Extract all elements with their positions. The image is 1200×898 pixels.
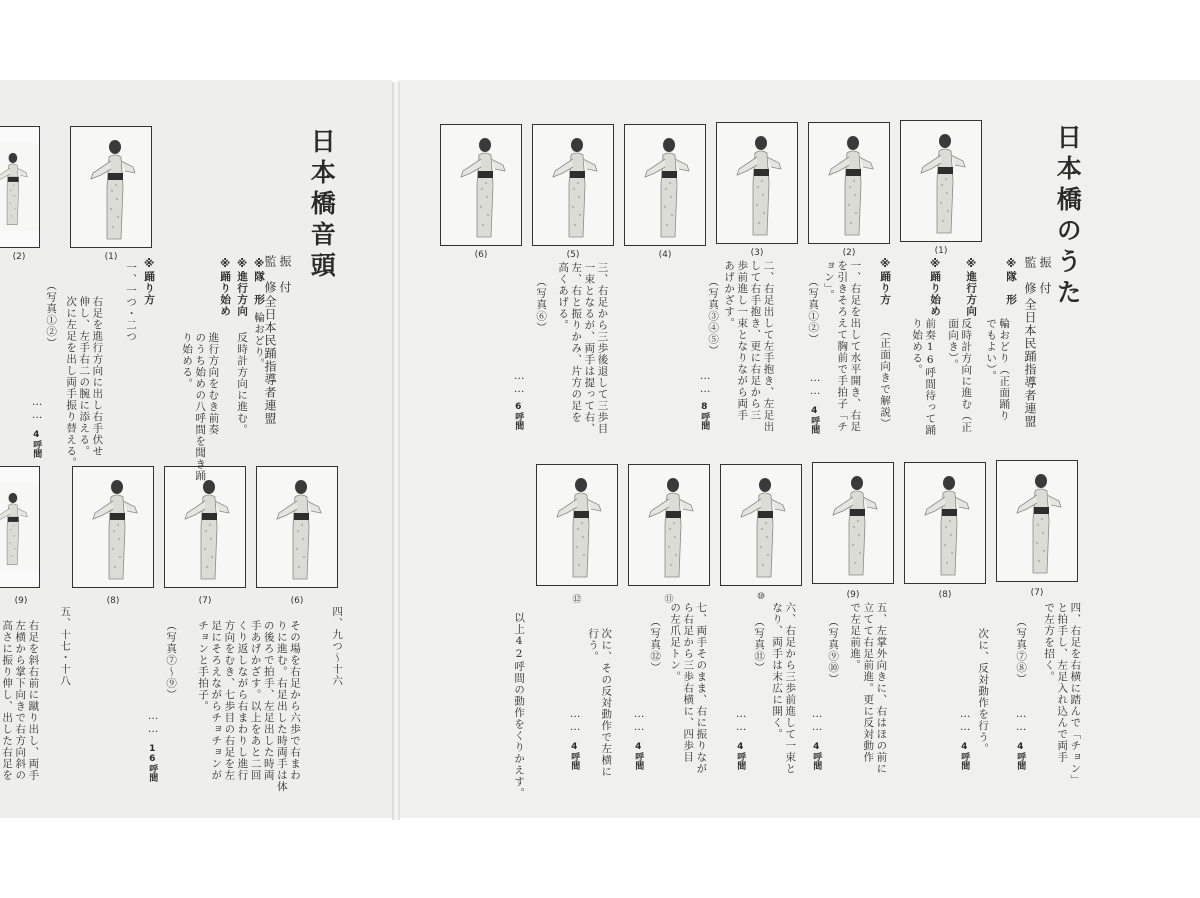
method-note: （正面向きで解説） (879, 326, 892, 430)
closing-text: 以上42呼間の動作をくりかえす。 (513, 612, 526, 799)
duration-dots: …… (811, 708, 824, 734)
direction-value: 反時計方向に進む。 (236, 332, 249, 436)
dance-photo (440, 124, 522, 246)
start-label: ※踊り始め (929, 258, 942, 317)
duration: 4呼間 (809, 406, 820, 434)
start-value: 進行方向をむき前奏 のうち始めの八呼間を聞き踊 り始める。 (181, 332, 220, 482)
step-heading: 四、九つ〜十六 (331, 606, 344, 687)
photo-number: (7) (198, 596, 212, 606)
dance-photo (536, 464, 618, 586)
duration-dots: …… (147, 710, 160, 736)
start-label: ※踊り始め (219, 258, 232, 317)
step-text: 六、右足から三歩前進して一束と なり、両手は末広に開く。 (771, 602, 797, 775)
dance-photo (0, 126, 40, 248)
photo-number: (6) (290, 596, 304, 606)
photo-number: (9) (14, 596, 28, 606)
photo-number: (7) (1030, 588, 1044, 598)
photo-number: (2) (12, 252, 26, 262)
method-label: ※踊り方 (879, 258, 892, 306)
dance-photo (532, 124, 614, 246)
step-text: 四、右足を右横に踏んで「チョン」 と拍手し、左足入れ込んで両手 で左方を招く。 (1043, 602, 1082, 786)
direction-label: ※進行方向 (965, 258, 978, 317)
duration: 4呼間 (31, 430, 42, 458)
photo-ref: （写真①②） (45, 280, 58, 349)
credit-role: 振 付 監 修 (1023, 256, 1052, 295)
dance-photo (900, 120, 982, 242)
photo-number: (4) (658, 250, 672, 260)
photo-number: ⑪ (664, 595, 674, 605)
step-text: 右足を進行方向に出し右手伏せ 伸し、左手右二の腕に添える。 次に左足を出し両手振り替える。 (65, 296, 104, 469)
direction-value: 反時計方向に進む（正 面向き）。 (947, 318, 973, 433)
duration-dots: …… (699, 370, 712, 396)
dance-photo (720, 464, 802, 586)
dance-photo (812, 462, 894, 584)
photo-ref: （写真①②） (807, 276, 820, 345)
photo-ref: （写真⑦⑧） (1015, 616, 1028, 685)
method-label: ※踊り方 (143, 258, 156, 306)
step-heading: 一、一つ・二つ (125, 262, 138, 343)
step-text: 次に、反対動作を行う。 (977, 628, 990, 755)
dance-photo (0, 466, 40, 588)
photo-number: (8) (938, 590, 952, 600)
formation-value: 輪おどり（正面踊り でもよい）。 (985, 318, 1011, 422)
duration: 4呼間 (569, 742, 580, 770)
duration-dots: …… (633, 708, 646, 734)
duration: 4呼間 (1015, 742, 1026, 770)
step-text: 次に、その反対動作で左横に 行う。 (587, 628, 613, 778)
photo-ref: （写真⑥） (535, 276, 548, 334)
photo-number: ⑫ (572, 595, 582, 605)
photo-ref: （写真⑪） (753, 616, 766, 674)
credit-org: 全日本民踊指導者連盟 (1023, 298, 1037, 428)
step-text: 三、右足から三歩後退して三歩目 一束となるが、両手は提って右、 左、右と振りかみ、片方の足を 高くあげる。 (557, 262, 609, 435)
dance-photo (164, 466, 246, 588)
credit-role: 振 付 監 修 (263, 255, 292, 294)
duration: 4呼間 (811, 742, 822, 770)
step-text: 二、右足出して左手抱き、左足出 して右手抱き、更に右足から三 歩前進し一束となりながら両手 あげかざす。 (723, 260, 775, 433)
photo-number: (9) (846, 590, 860, 600)
dance-photo (716, 122, 798, 244)
photo-number: (1) (934, 246, 948, 256)
photo-number: (3) (750, 248, 764, 258)
photo-number: (6) (474, 250, 488, 260)
center-fold (392, 82, 400, 820)
direction-label: ※進行方向 (236, 258, 249, 317)
duration: 4呼間 (633, 742, 644, 770)
duration-dots: …… (735, 708, 748, 734)
step-text: 右足を斜右前に蹴り出し、両手 左横から掌下向きで右方向斜の 高さに振り伸し、出した右足を (1, 620, 40, 781)
dance-photo (996, 460, 1078, 582)
duration-dots: …… (1015, 708, 1028, 734)
duration: 6呼間 (513, 402, 524, 430)
photo-ref: （写真⑨⑩） (827, 616, 840, 685)
dance-photo (256, 466, 338, 588)
credit-org: 全日本民踊指導者連盟 (263, 295, 277, 425)
formation-label: ※隊 形 (1005, 258, 1018, 306)
dance-photo (904, 462, 986, 584)
step-text: 五、左掌外向きに、右はほの前に 立てて右足前進。更に反対動作 で左足前進。 (849, 602, 888, 775)
formation-value: 輪おどり。 (253, 312, 266, 370)
step-text: 七、両手そのまま、右に振りなが ら右足から三歩右横に、四歩目 の左爪足トン。 (669, 602, 708, 775)
start-value: 前奏16呼間待って踊 り始める。 (911, 318, 937, 436)
photo-number: (5) (566, 250, 580, 260)
dance-photo (628, 464, 710, 586)
formation-label: ※隊 形 (253, 258, 266, 306)
duration: 16呼間 (147, 744, 158, 782)
photo-number: (8) (106, 596, 120, 606)
dance-photo (624, 124, 706, 246)
duration: 8呼間 (699, 402, 710, 430)
photo-number: (1) (104, 252, 118, 262)
page-title: 日本橋音頭 (307, 128, 337, 283)
page-title: 日本橋のうた (1053, 124, 1083, 310)
photo-ref: （写真③④⑤） (707, 276, 720, 357)
duration: 4呼間 (959, 742, 970, 770)
photo-ref: （写真⑦〜⑨） (165, 620, 178, 701)
step-heading: 五、十七・十八 (59, 606, 72, 687)
photo-number: (2) (842, 248, 856, 258)
dance-photo (72, 466, 154, 588)
duration-dots: …… (809, 372, 822, 398)
dance-photo (70, 126, 152, 248)
step-text: 一、右足を出して水平開き、右足 を引きそろえて胸前で手拍子「チ ョン」。 (823, 260, 862, 433)
dance-photo (808, 122, 890, 244)
step-text: その場を右足から六歩で右まわ りに進む。右足出した時両手は体 の後ろで拍手、左足出した時両 手あげかざす。以上をあと二回 くり返しながら右まわりし進行 方向をむき、七歩目の右足を左 足にそろえながらチョチョンが チョンと手拍子。 (197, 620, 301, 793)
duration: 4呼間 (735, 742, 746, 770)
duration-dots: …… (31, 396, 44, 422)
duration-dots: …… (959, 708, 972, 734)
photo-number: ⑩ (756, 592, 766, 602)
duration-dots: …… (569, 708, 582, 734)
duration-dots: …… (513, 370, 526, 396)
photo-ref: （写真⑫） (649, 616, 662, 674)
